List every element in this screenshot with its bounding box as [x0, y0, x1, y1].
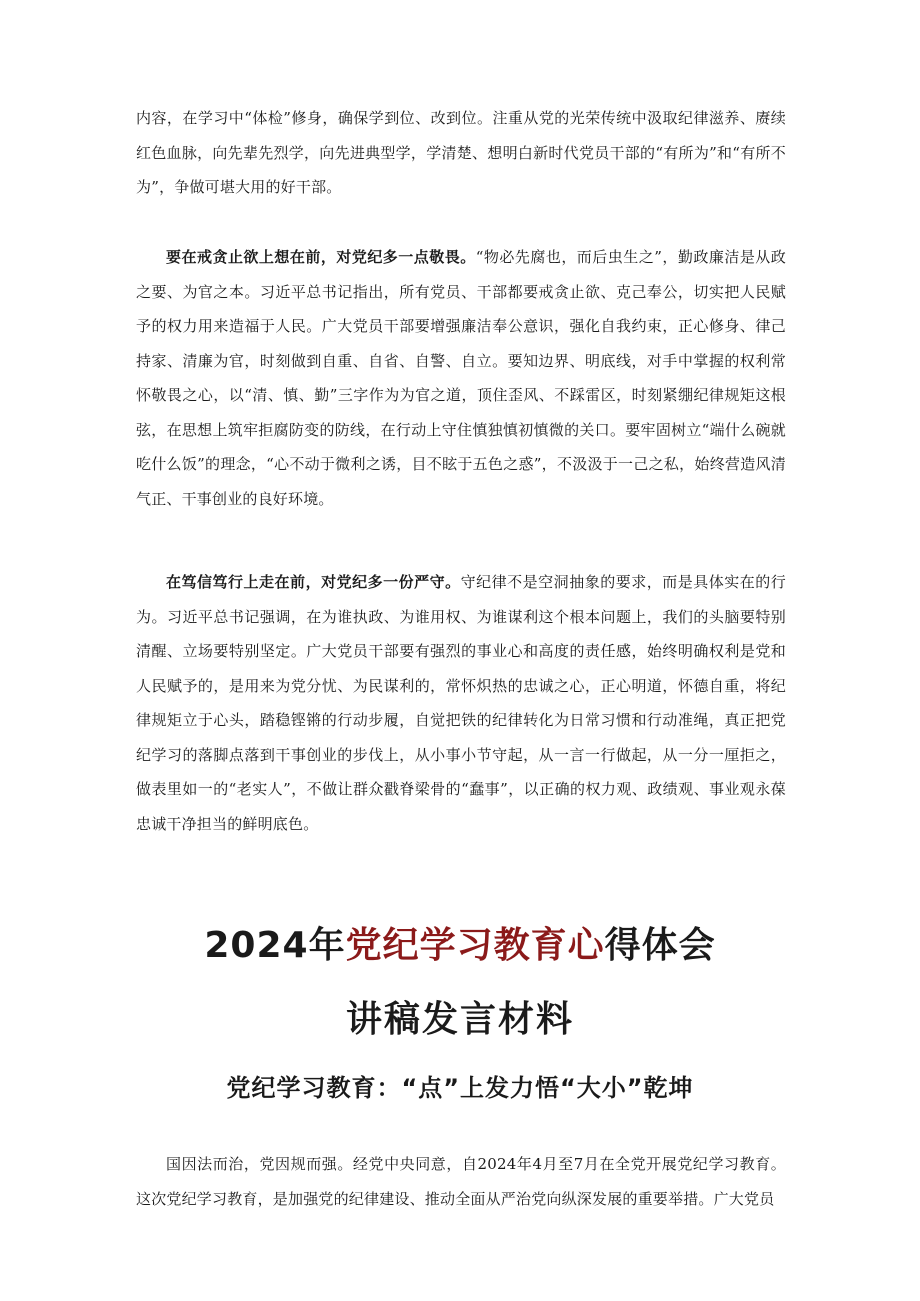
document-title-line2: 讲稿发言材料	[345, 999, 574, 1040]
paragraph-text: “物必先腐也，而后虫生之”，勤政廉洁是从政之要、为官之本。习近平总书记指出，所有党员、干部都要戒贪止欲、克己奉公，切实把人民赋予的权力用来造福于人民。广大党员干部要增强廉洁奉公意识，强化自我约束，正心修身、律己持家、清廉为官，时刻做到自重、自省、自警、自立。要知边界、明底线，对手中掌握的权利常怀敬畏之心，以“清、慎、勤”三字作为为官之道，顶住歪风、不踩雷区，时刻紧绷纪律规矩这根弦，在思想上筑牢拒腐防变的防线，在行动上守住慎独慎初慎微的关口。要牢固树立“端什么碗就吃什么饭”的理念，“心不动于微利之诱，目不眩于五色之惑”，不汲汲于一己之私，始终营造风清气正、干事创业的良好环境。	[136, 248, 786, 508]
paragraph-lead: 在笃信笃行上走在前，对党纪多一份严守。	[166, 573, 461, 591]
paragraph-self-discipline	[136, 240, 786, 516]
paragraph-lead: 要在戒贪止欲上想在前，对党纪多一点敬畏。	[166, 248, 476, 266]
paragraph-intro	[136, 1147, 786, 1216]
paragraph-text: 守纪律不是空洞抽象的要求，而是具体实在的行为。习近平总书记强调，在为谁执政、为谁用权、为谁谋利这个根本问题上，我们的头脑要特别清醒、立场要特别坚定。广大党员干部要有强烈的事业心和高度的责任感，始终明确权利是党和人民赋予的，是用来为党分忧、为民谋利的，常怀炽热的忠诚之心，正心明道，怀德自重，将纪律规矩立于心头，踏稳铿锵的行动步履，自觉把铁的纪律转化为日常习惯和行动准绳，真正把党纪学习的落脚点落到干事创业的步伐上，从小事小节守起，从一言一行做起，从一分一厘拒之，做表里如一的“老实人”，不做让群众戳脊梁骨的“蠢事”，以正确的权力观、政绩观、事业观永葆忠诚干净担当的鲜明底色。	[136, 573, 786, 833]
paragraph-text: 内容，在学习中“体检”修身，确保学到位、改到位。注重从党的光荣传统中汲取纪律滋养、赓续红色血脉，向先辈先烈学，向先进典型学，学清楚、想明白新时代党员干部的“有所为”和“有所不为”，争做可堪大用的好干部。	[136, 109, 786, 196]
title-suffix: 得体会	[604, 925, 716, 966]
document-title	[0, 922, 920, 970]
title-highlight: 党纪学习教育心	[345, 925, 605, 966]
document-subtitle: 党纪学习教育：“点”上发力悟“大小”乾坤	[226, 1074, 694, 1102]
paragraph-strict-observance	[136, 565, 786, 841]
title-prefix: 2024年	[204, 925, 346, 966]
paragraph-continuation	[136, 101, 786, 205]
paragraph-text: 国因法而治，党因规而强。经党中央同意，自2024年4月至7月在全党开展党纪学习教育。这次党纪学习教育，是加强党的纪律建设、推动全面从严治党向纵深发展的重要举措。广大党员	[136, 1155, 786, 1208]
